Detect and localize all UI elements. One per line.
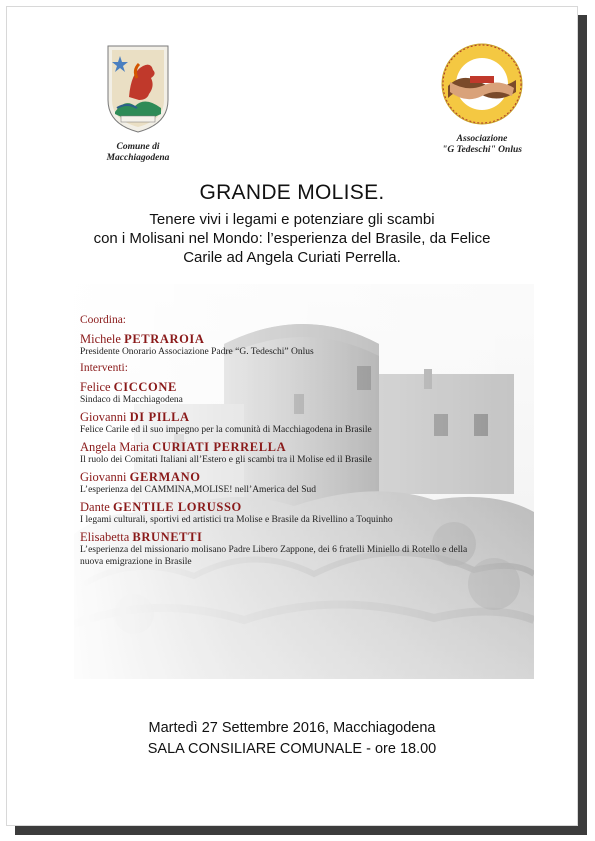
speaker-first-name: Giovanni xyxy=(80,410,127,424)
associazione-caption-line1: Associazione xyxy=(456,134,508,144)
speaker-role: Presidente Onorario Associazione Padre “G. Tedeschi” Onlus xyxy=(80,347,314,357)
speaker-first-name: Dante xyxy=(80,500,110,514)
comune-caption-line1: Comune di xyxy=(116,142,160,152)
speaker xyxy=(80,380,540,406)
speaker-name xyxy=(80,530,540,544)
coordinator xyxy=(80,332,540,358)
speaker-name xyxy=(80,500,540,514)
associazione-logo xyxy=(422,42,542,156)
speaker-name xyxy=(80,410,540,424)
speaker-topic: Felice Carile ed il suo impegno per la comunità di Macchiagodena in Brasile xyxy=(80,425,372,435)
coat-of-arms-icon xyxy=(103,42,173,134)
speaker-name xyxy=(80,332,540,346)
speaker-last-name: GERMANO xyxy=(129,470,201,484)
speaker-last-name: PETRAROIA xyxy=(124,332,205,346)
speaker xyxy=(80,470,540,496)
speaker-last-name: CICCONE xyxy=(113,380,177,394)
speaker-name xyxy=(80,380,540,394)
subtitle-line: Carile ad Angela Curiati Perrella. xyxy=(183,249,401,266)
speaker-first-name: Elisabetta xyxy=(80,530,130,544)
event-date: Martedì 27 Settembre 2016, Macchiagodena xyxy=(148,720,436,736)
speaker xyxy=(80,500,540,526)
poster xyxy=(6,6,578,826)
speaker-last-name: BRUNETTI xyxy=(132,530,203,544)
subtitle-line: con i Molisani nel Mondo: l’esperienza del Brasile, da Felice xyxy=(93,230,491,247)
speaker-first-name: Michele xyxy=(80,332,121,346)
speaker-name xyxy=(80,470,540,484)
speaker-topic: L’esperienza del CAMMINA,MOLISE! nell’America del Sud xyxy=(80,485,317,495)
comune-caption-line2: Macchiagodena xyxy=(106,153,170,163)
comune-logo xyxy=(83,42,193,164)
handshake-emblem-icon xyxy=(440,42,524,126)
coordina-label: Coordina: xyxy=(80,314,126,326)
associazione-caption-line2: "G Tedeschi" Onlus xyxy=(442,145,522,155)
program xyxy=(80,314,540,572)
speaker xyxy=(80,440,540,466)
event-details xyxy=(7,718,577,760)
speaker-first-name: Giovanni xyxy=(80,470,127,484)
speaker xyxy=(80,410,540,436)
speaker-topic: L’esperienza del missionario molisano Padre Libero Zappone, dei 6 fratelli Miniello di Rotello e della nuova emigrazione in Brasile xyxy=(80,545,468,567)
speaker-topic: Il ruolo dei Comitati Italiani all’Estero e gli scambi tra il Molise ed il Brasile xyxy=(80,455,372,465)
speaker-first-name: Felice xyxy=(80,380,111,394)
speaker-last-name: DI PILLA xyxy=(129,410,190,424)
speaker-first-name: Angela Maria xyxy=(80,440,150,454)
speaker-topic: I legami culturali, sportivi ed artistici tra Molise e Brasile da Rivellino a Toquinho xyxy=(80,515,393,525)
page-title: GRANDE MOLISE. xyxy=(199,181,385,204)
speaker-name xyxy=(80,440,540,454)
speaker-last-name: CURIATI PERRELLA xyxy=(152,440,287,454)
speaker-last-name: GENTILE LORUSSO xyxy=(112,500,242,514)
speaker-topic: Sindaco di Macchiagodena xyxy=(80,395,183,405)
subtitle-line: Tenere vivi i legami e potenziare gli scambi xyxy=(149,211,435,228)
interventi-label: Interventi: xyxy=(80,362,128,374)
subtitle xyxy=(47,210,537,267)
speaker xyxy=(80,530,540,568)
event-venue: SALA CONSILIARE COMUNALE - ore 18.00 xyxy=(147,741,437,757)
